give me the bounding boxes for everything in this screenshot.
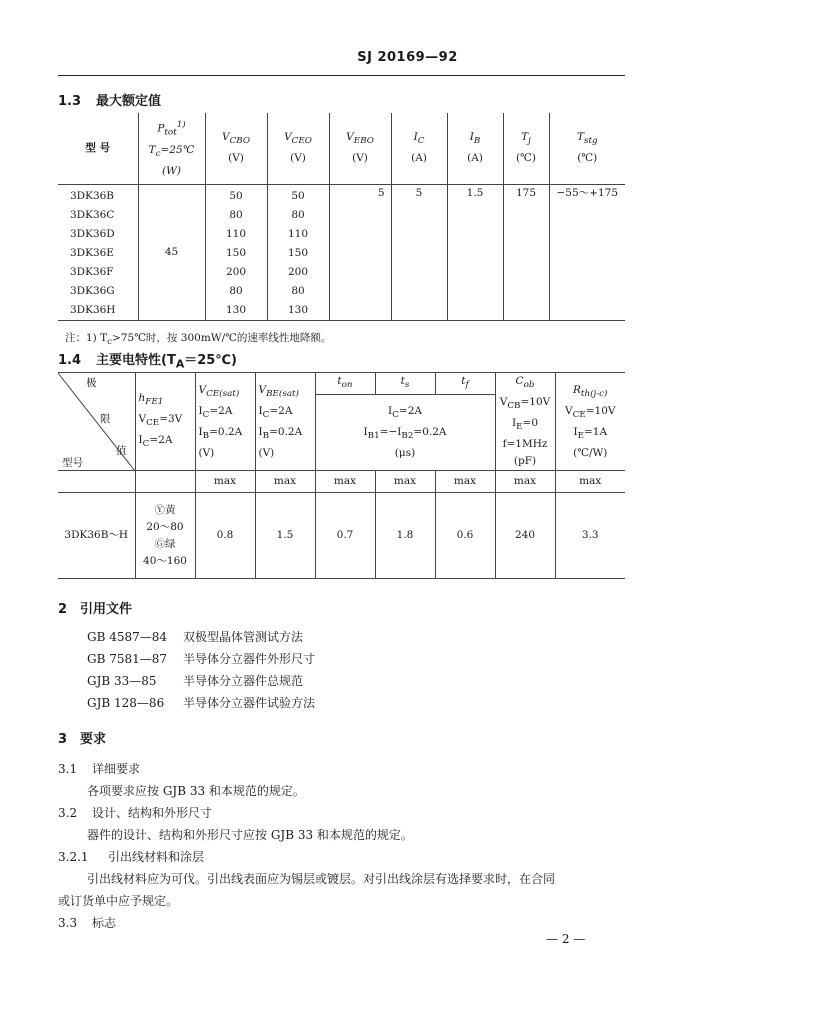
vcesat-cond-ib: $I_B=0.2A$ bbox=[198, 425, 243, 441]
reference-code: GJB 33—85 bbox=[87, 674, 157, 688]
cob-cond-vcb: $V_{CB}=10V$ bbox=[499, 396, 551, 412]
section-3-1-heading bbox=[58, 760, 140, 777]
switch-cond-ib: $I_{B1}=-I_{B2}=0.2A$ bbox=[363, 426, 447, 442]
section-title: 引出线材料和涂层 bbox=[108, 850, 205, 864]
tstg-unit: (℃) bbox=[577, 152, 598, 165]
max-label: max bbox=[555, 471, 625, 493]
model-cell: 3DK36F bbox=[70, 265, 114, 278]
model-cell: 3DK36D bbox=[70, 227, 115, 240]
switch-conditions bbox=[315, 395, 495, 471]
electrical-characteristics-table bbox=[58, 372, 625, 579]
max-label: max bbox=[315, 471, 375, 493]
vceo-cell: 150 bbox=[287, 246, 309, 259]
section-1-3-heading bbox=[58, 90, 161, 109]
section-3-heading bbox=[58, 728, 106, 747]
section-title: 主要电特性$(T_A=25℃)$ bbox=[96, 353, 237, 371]
section-3-2-text: 器件的设计、结构和外形尺寸应按 GJB 33 和本规范的规定。 bbox=[87, 828, 413, 842]
vcbo-values bbox=[205, 184, 267, 321]
section-number: 3.1 bbox=[58, 762, 78, 776]
model-cell: 3DK36C bbox=[70, 208, 115, 221]
section-3-2-1-text-line2: 或订货单中应予规定。 bbox=[58, 894, 179, 908]
ptot-unit: (W) bbox=[162, 164, 181, 177]
document-number: SJ 20169—92 bbox=[357, 50, 458, 65]
ptot-symbol: $P_{tot}^{1)}$ bbox=[157, 119, 186, 138]
reference-title: 半导体分立器件试验方法 bbox=[183, 696, 316, 710]
vbesat-header bbox=[255, 373, 315, 471]
vebo-symbol: $V_{EBO}$ bbox=[346, 131, 374, 147]
hfe-symbol: $h_{FE1}$ bbox=[138, 392, 164, 408]
vbesat-value: 1.5 bbox=[255, 493, 315, 579]
section-3-2-heading bbox=[58, 804, 212, 821]
vcbo-cell: 110 bbox=[225, 227, 247, 240]
vceo-cell: 50 bbox=[291, 189, 305, 202]
vcbo-cell: 50 bbox=[229, 189, 243, 202]
hfe-cond-ic: $I_C=2A$ bbox=[138, 434, 173, 450]
section-3-1-text: 各项要求应按 GJB 33 和本规范的规定。 bbox=[87, 784, 305, 798]
vceo-symbol: $V_{CEO}$ bbox=[284, 131, 312, 147]
col-ic bbox=[391, 113, 447, 184]
rth-symbol: $R_{th(j-c)}$ bbox=[573, 383, 608, 399]
vceo-cell: 80 bbox=[291, 284, 305, 297]
vcbo-cell: 150 bbox=[225, 246, 247, 259]
reference-code: GB 7581—87 bbox=[87, 652, 168, 666]
cob-cond-f: f=1MHz bbox=[502, 438, 548, 451]
section-title: 引用文件 bbox=[80, 602, 133, 617]
hfe-range-green: 40～160 bbox=[143, 554, 187, 567]
hfe-cond-vce: $V_{CE}=3V$ bbox=[138, 413, 183, 429]
rth-unit: (℃/W) bbox=[573, 446, 608, 459]
switch-unit: (μs) bbox=[394, 447, 416, 460]
col-model: 型 号 bbox=[58, 113, 138, 184]
ib-value: 1.5 bbox=[447, 184, 503, 321]
corner-label-right: 值 bbox=[116, 445, 127, 457]
vbesat-symbol: $V_{BE(sat)}$ bbox=[258, 383, 299, 399]
ic-symbol: $I_C$ bbox=[413, 131, 425, 147]
cob-cond-ie: $I_E=0$ bbox=[511, 417, 539, 433]
ic-unit: (A) bbox=[411, 152, 427, 165]
page-number: — 2 — bbox=[546, 932, 586, 946]
section-title: 最大额定值 bbox=[96, 94, 162, 109]
rth-cond-vce: $V_{CE}=10V$ bbox=[565, 404, 616, 420]
vcesat-symbol: $V_{CE(sat)}$ bbox=[198, 383, 240, 399]
reference-list bbox=[87, 626, 315, 714]
col-ptot bbox=[138, 113, 205, 184]
col-ib bbox=[447, 113, 503, 184]
max-label: max bbox=[435, 471, 495, 493]
cob-value: 240 bbox=[495, 493, 555, 579]
vbesat-unit: (V) bbox=[258, 446, 275, 459]
vceo-values bbox=[267, 184, 329, 321]
tj-symbol: $T_j$ bbox=[521, 131, 531, 147]
section-3-3-heading bbox=[58, 914, 116, 931]
hfe-group-green: Ⓖ绿 bbox=[154, 537, 176, 550]
reference-item bbox=[87, 670, 315, 692]
section-title: 详细要求 bbox=[92, 762, 141, 776]
reference-code: GB 4587—84 bbox=[87, 630, 168, 644]
ib-unit: (A) bbox=[467, 152, 483, 165]
vcbo-cell: 80 bbox=[229, 284, 243, 297]
max-label: max bbox=[375, 471, 435, 493]
vceo-cell: 80 bbox=[291, 208, 305, 221]
vcbo-cell: 80 bbox=[229, 208, 243, 221]
col-tstg bbox=[549, 113, 625, 184]
model-cell: 3DK36H bbox=[70, 303, 116, 316]
section-2-heading bbox=[58, 598, 132, 617]
section-number: 3.2 bbox=[58, 806, 78, 820]
ts-value: 1.8 bbox=[375, 493, 435, 579]
section-number: 3.2.1 bbox=[58, 850, 89, 864]
ic-value: 5 bbox=[391, 184, 447, 321]
vcbo-symbol: $V_{CBO}$ bbox=[221, 131, 251, 147]
vcbo-unit: (V) bbox=[228, 152, 244, 165]
section-number: 1.4 bbox=[58, 353, 82, 368]
section-3-2-1-text-line1: 引出线材料应为可伐。引出线表面应为锡层或镀层。对引出线涂层有选择要求时，在合同 bbox=[87, 872, 556, 886]
col-tj bbox=[503, 113, 549, 184]
section-1-4-heading bbox=[58, 349, 237, 371]
section-number: 1.3 bbox=[58, 94, 82, 109]
max-row-blank bbox=[58, 471, 135, 493]
reference-title: 半导体分立器件外形尺寸 bbox=[183, 652, 316, 666]
rth-value: 3.3 bbox=[555, 493, 625, 579]
model-list bbox=[58, 184, 138, 321]
ptot-value: 45 bbox=[138, 184, 205, 321]
reference-item bbox=[87, 626, 315, 648]
vcesat-value: 0.8 bbox=[195, 493, 255, 579]
section-3-2-1-heading bbox=[58, 848, 204, 865]
vcbo-cell: 130 bbox=[225, 303, 247, 316]
hfe-header bbox=[135, 373, 195, 471]
section-title: 要求 bbox=[80, 732, 107, 747]
corner-label-mid: 限 bbox=[100, 413, 111, 425]
corner-label-bottom: 型号 bbox=[62, 457, 83, 469]
vbesat-cond-ib: $I_B=0.2A$ bbox=[258, 425, 303, 441]
tstg-symbol: $T_{stg}$ bbox=[576, 131, 598, 147]
reference-item bbox=[87, 692, 315, 714]
tf-value: 0.6 bbox=[435, 493, 495, 579]
reference-item bbox=[87, 648, 315, 670]
max-label: max bbox=[495, 471, 555, 493]
hfe-group-yellow: Ⓨ黄 bbox=[154, 503, 176, 516]
section-number: 3.3 bbox=[58, 916, 78, 930]
header-rule bbox=[58, 75, 625, 76]
reference-title: 双极型晶体管测试方法 bbox=[183, 630, 304, 644]
cob-header bbox=[495, 373, 555, 471]
vbesat-cond-ic: $I_C=2A$ bbox=[258, 404, 293, 420]
section-title: 设计、结构和外形尺寸 bbox=[92, 806, 213, 820]
vcesat-cond-ic: $I_C=2A$ bbox=[198, 404, 233, 420]
col-vcbo bbox=[205, 113, 267, 184]
derating-note: 注：1) $T_c>75℃$时，按 300mW/℃的速率线性地降额。 bbox=[65, 332, 332, 348]
rth-header bbox=[555, 373, 625, 471]
vebo-value: 5 bbox=[329, 184, 391, 321]
hfe-groups bbox=[135, 493, 195, 579]
model-cell: 3DK36B bbox=[70, 189, 115, 202]
tstg-value: −55～+175 bbox=[549, 184, 625, 321]
cob-unit: (pF) bbox=[513, 455, 537, 468]
section-number: 2 bbox=[58, 602, 68, 617]
max-ratings-table bbox=[58, 113, 625, 321]
rth-cond-ie: $I_E=1A$ bbox=[573, 425, 608, 441]
corner-label-top: 极 bbox=[86, 377, 97, 389]
switch-cond-ic: $I_C=2A$ bbox=[388, 405, 422, 421]
model-cell: 3DK36G bbox=[70, 284, 115, 297]
tf-header: $t_f$ bbox=[435, 373, 495, 395]
col-vebo bbox=[329, 113, 391, 184]
vcesat-unit: (V) bbox=[198, 446, 215, 459]
section-number: 3 bbox=[58, 732, 68, 747]
max-label: max bbox=[255, 471, 315, 493]
cob-symbol: $C_{ob}$ bbox=[515, 375, 535, 391]
ib-symbol: $I_B$ bbox=[469, 131, 481, 147]
max-row-blank bbox=[135, 471, 195, 493]
tj-unit: (℃) bbox=[516, 152, 536, 165]
table-bottom-rule bbox=[58, 320, 625, 321]
vceo-cell: 200 bbox=[287, 265, 309, 278]
reference-code: GJB 128—86 bbox=[87, 696, 165, 710]
model-cell: 3DK36E bbox=[70, 246, 114, 259]
hfe-range-yellow: 20～80 bbox=[146, 520, 184, 533]
vceo-cell: 110 bbox=[287, 227, 309, 240]
tj-value: 175 bbox=[503, 184, 549, 321]
section-title: 标志 bbox=[92, 916, 117, 930]
ptot-cond: $T_c=25℃$ bbox=[148, 143, 195, 159]
vebo-unit: (V) bbox=[352, 152, 368, 165]
model-value: 3DK36B～H bbox=[58, 493, 135, 579]
ton-header: $t_{on}$ bbox=[315, 373, 375, 395]
ton-value: 0.7 bbox=[315, 493, 375, 579]
vceo-unit: (V) bbox=[290, 152, 306, 165]
vcesat-header bbox=[195, 373, 255, 471]
reference-title: 半导体分立器件总规范 bbox=[183, 674, 304, 688]
ts-header: $t_s$ bbox=[375, 373, 435, 395]
max-label: max bbox=[195, 471, 255, 493]
col-vceo bbox=[267, 113, 329, 184]
corner-cell bbox=[58, 373, 135, 471]
vceo-cell: 130 bbox=[287, 303, 309, 316]
vcbo-cell: 200 bbox=[225, 265, 247, 278]
